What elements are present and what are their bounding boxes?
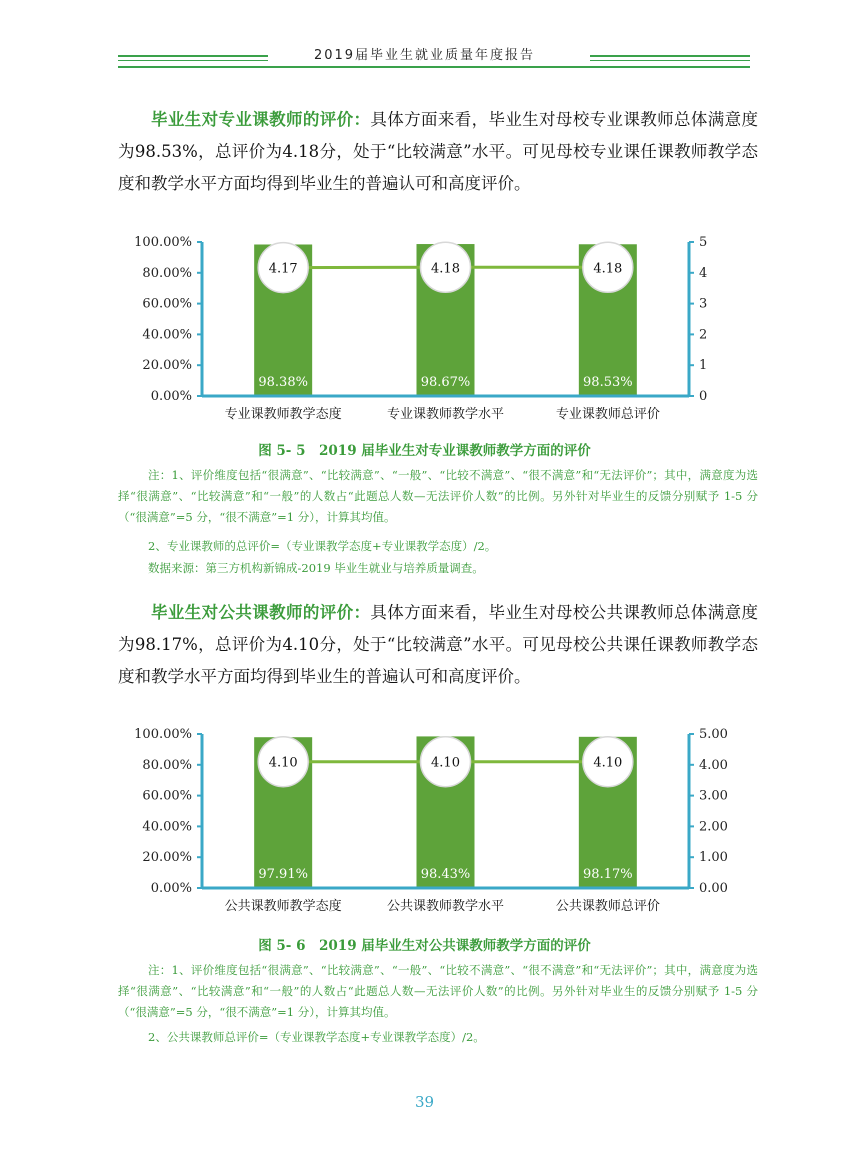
section1-paragraph (118, 104, 758, 200)
section2-paragraph (118, 597, 758, 693)
left-tick-label: 20.00% (142, 358, 192, 374)
section1-body: 具体方面来看，毕业生对母校专业课教师总体满意度为98.53%，总评价为4.18分，处于“比较满意”水平。可见母校专业课任课教师教学态度和教学水平方面均得到毕业生的普遍认可和高度评价。 (118, 110, 759, 193)
left-tick-label: 80.00% (142, 757, 192, 773)
figure1-caption: 图 5- 5 2019 届毕业生对专业课教师教学方面的评价 (258, 443, 591, 459)
category-label: 专业课教师教学水平 (386, 407, 505, 422)
left-tick-label: 40.00% (142, 819, 192, 835)
left-tick-label: 100.00% (134, 727, 192, 742)
figure2-note1: 注：1、评价维度包括“很满意”、“比较满意”、“一般”、“比较不满意”、“很不满意”和“无法评价”；其中，满意度为选择“很满意”、“比较满意”和“一般”的人数占“此题总人数—无法评价人数”的比例。另外针对毕业生的反馈分别赋予 1-5 分（“很满意”=5 分，“很不满意”=1 分），计算其均值。 (118, 963, 758, 1019)
score-label: 4.10 (268, 755, 298, 771)
score-label: 4.18 (593, 261, 623, 277)
section2-lead: 毕业生对公共课教师的评价： (151, 603, 371, 622)
category-label: 公共课教师总评价 (555, 899, 660, 914)
bar-value-label: 98.67% (420, 375, 471, 390)
left-tick-label: 0.00% (150, 881, 192, 896)
bar-value-label: 98.43% (420, 867, 471, 882)
left-tick-label: 80.00% (142, 265, 192, 281)
page-number: 39 (414, 1093, 435, 1111)
chart-public-teachers (118, 720, 728, 925)
right-tick-label: 2 (699, 327, 708, 343)
score-label: 4.17 (268, 261, 298, 277)
right-tick-label: 1 (699, 358, 708, 374)
right-tick-label: 1.00 (699, 850, 728, 866)
figure1-note2: 2、专业课教师的总评价=（专业课教学态度+专业课教学态度）/2。 (148, 539, 497, 553)
left-tick-label: 0.00% (150, 389, 192, 404)
right-tick-label: 4.00 (699, 757, 728, 773)
section2-body: 具体方面来看，毕业生对母校公共课教师总体满意度为98.17%，总评价为4.10分，处于“比较满意”水平。可见母校公共课任课教师教学态度和教学水平方面均得到毕业生的普遍认可和高度评价。 (118, 603, 759, 686)
left-tick-label: 60.00% (142, 788, 192, 804)
category-label: 公共课教师教学水平 (386, 899, 505, 914)
left-tick-label: 40.00% (142, 327, 192, 343)
left-tick-label: 20.00% (142, 850, 192, 866)
section1-lead: 毕业生对专业课教师的评价： (151, 110, 371, 129)
figure1-source: 数据来源：第三方机构新锦成-2019 毕业生就业与培养质量调查。 (148, 561, 484, 575)
figure2-note2: 2、公共课教师总评价=（专业课教学态度+专业课教学态度）/2。 (148, 1030, 485, 1044)
score-label: 4.10 (431, 755, 460, 771)
right-tick-label: 0.00 (699, 881, 728, 896)
figure1-note1: 注：1、评价维度包括“很满意”、“比较满意”、“一般”、“比较不满意”、“很不满意”和“无法评价”；其中，满意度为选择“很满意”、“比较满意”和“一般”的人数占“此题总人数—无法评价人数”的比例。另外针对毕业生的反馈分别赋予 1-5 分（“很满意”=5 分，“很不满意”=1 分），计算其均值。 (118, 468, 758, 524)
right-tick-label: 4 (699, 265, 708, 281)
left-tick-label: 100.00% (134, 235, 192, 250)
bar-value-label: 98.53% (583, 375, 633, 390)
category-label: 专业课教师教学态度 (224, 407, 342, 422)
bar-value-label: 97.91% (258, 867, 308, 882)
header-rule-right (590, 55, 750, 57)
figure2-caption: 图 5- 6 2019 届毕业生对公共课教师教学方面的评价 (258, 938, 591, 954)
right-tick-label: 3 (699, 296, 708, 312)
score-label: 4.18 (431, 261, 460, 277)
category-label: 专业课教师总评价 (555, 407, 660, 422)
right-tick-label: 5 (699, 235, 708, 250)
category-label: 公共课教师教学态度 (224, 899, 342, 914)
score-label: 4.10 (593, 755, 623, 771)
right-tick-label: 3.00 (699, 788, 728, 804)
right-tick-label: 5.00 (699, 727, 728, 742)
left-tick-label: 60.00% (142, 296, 192, 312)
bar-value-label: 98.38% (258, 375, 308, 390)
right-tick-label: 0 (699, 389, 708, 404)
header-rule-full (118, 66, 750, 68)
header-title: 2019届毕业生就业质量年度报告 (313, 48, 536, 63)
bar-value-label: 98.17% (583, 867, 633, 882)
header-rule-right-thin (590, 60, 750, 61)
chart-specialized-teachers (118, 228, 718, 423)
right-tick-label: 2.00 (699, 819, 728, 835)
